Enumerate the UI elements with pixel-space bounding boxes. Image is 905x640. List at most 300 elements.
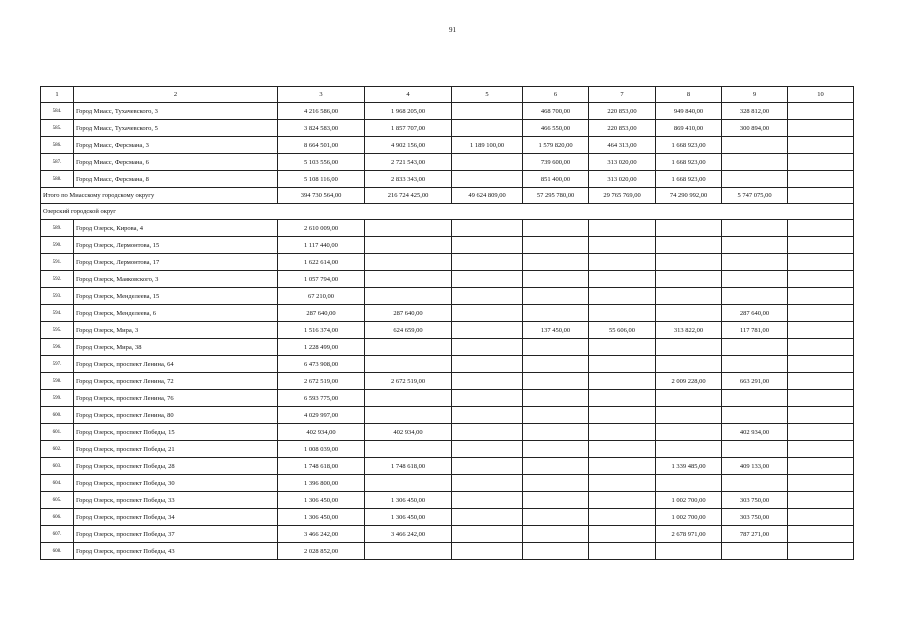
amount-cell bbox=[788, 220, 854, 237]
total-amount-cell: 5 747 075,00 bbox=[722, 188, 788, 204]
amount-cell bbox=[589, 254, 656, 271]
address-cell: Город Озерск, Мира, 38 bbox=[74, 339, 278, 356]
table-row bbox=[41, 103, 854, 120]
amount-cell bbox=[523, 356, 589, 373]
amount-cell: 328 812,00 bbox=[722, 103, 788, 120]
amount-cell: 624 659,00 bbox=[365, 322, 452, 339]
row-number-cell: 606. bbox=[41, 509, 74, 526]
total-amount-cell bbox=[788, 188, 854, 204]
amount-cell bbox=[656, 390, 722, 407]
amount-cell bbox=[589, 509, 656, 526]
amount-cell bbox=[656, 254, 722, 271]
amount-cell: 402 934,00 bbox=[278, 424, 365, 441]
amount-cell bbox=[589, 339, 656, 356]
amount-cell bbox=[656, 237, 722, 254]
amount-cell: 1 008 039,00 bbox=[278, 441, 365, 458]
amount-cell bbox=[722, 271, 788, 288]
row-number-cell: 600. bbox=[41, 407, 74, 424]
total-amount-cell: 216 724 425,00 bbox=[365, 188, 452, 204]
amount-cell: 137 450,00 bbox=[523, 322, 589, 339]
address-cell: Город Миасс, Ферсмана, 3 bbox=[74, 137, 278, 154]
amount-cell bbox=[365, 390, 452, 407]
amount-cell bbox=[452, 120, 523, 137]
amount-cell bbox=[523, 237, 589, 254]
row-number-cell: 591. bbox=[41, 254, 74, 271]
address-cell: Город Озерск, Менделеева, 6 bbox=[74, 305, 278, 322]
amount-cell: 851 400,00 bbox=[523, 171, 589, 188]
amount-cell bbox=[589, 526, 656, 543]
amount-cell bbox=[788, 305, 854, 322]
amount-cell bbox=[589, 305, 656, 322]
amount-cell bbox=[589, 356, 656, 373]
amount-cell bbox=[788, 154, 854, 171]
address-cell: Город Озерск, проспект Победы, 37 bbox=[74, 526, 278, 543]
amount-cell bbox=[452, 237, 523, 254]
amount-cell: 1 579 820,00 bbox=[523, 137, 589, 154]
row-number-cell: 586. bbox=[41, 137, 74, 154]
amount-cell bbox=[452, 407, 523, 424]
amount-cell bbox=[523, 339, 589, 356]
amount-cell bbox=[365, 441, 452, 458]
amount-cell bbox=[452, 543, 523, 560]
amount-cell bbox=[722, 171, 788, 188]
total-amount-cell: 394 730 564,00 bbox=[278, 188, 365, 204]
amount-cell bbox=[452, 339, 523, 356]
row-number-cell: 589. bbox=[41, 220, 74, 237]
row-number-cell: 592. bbox=[41, 271, 74, 288]
amount-cell: 300 894,00 bbox=[722, 120, 788, 137]
amount-cell bbox=[788, 526, 854, 543]
address-cell: Город Озерск, проспект Победы, 43 bbox=[74, 543, 278, 560]
address-cell: Город Озерск, проспект Победы, 30 bbox=[74, 475, 278, 492]
amount-cell bbox=[589, 492, 656, 509]
amount-cell bbox=[788, 237, 854, 254]
amount-cell bbox=[788, 356, 854, 373]
table-row bbox=[41, 373, 854, 390]
amount-cell bbox=[365, 271, 452, 288]
amount-cell: 313 020,00 bbox=[589, 171, 656, 188]
amount-cell: 468 700,00 bbox=[523, 103, 589, 120]
row-number-cell: 607. bbox=[41, 526, 74, 543]
amount-cell: 1 002 700,00 bbox=[656, 492, 722, 509]
amount-cell: 787 271,00 bbox=[722, 526, 788, 543]
amount-cell: 1 189 100,00 bbox=[452, 137, 523, 154]
address-cell: Город Миасс, Ферсмана, 6 bbox=[74, 154, 278, 171]
amount-cell bbox=[452, 441, 523, 458]
amount-cell bbox=[589, 271, 656, 288]
row-number-cell: 593. bbox=[41, 288, 74, 305]
amount-cell bbox=[656, 543, 722, 560]
column-number-cell: 10 bbox=[788, 87, 854, 103]
amount-cell bbox=[452, 254, 523, 271]
amount-cell: 303 750,00 bbox=[722, 492, 788, 509]
column-number-cell: 9 bbox=[722, 87, 788, 103]
amount-cell bbox=[788, 322, 854, 339]
amount-cell: 2 009 228,00 bbox=[656, 373, 722, 390]
table-row bbox=[41, 441, 854, 458]
address-cell: Город Озерск, Мира, 3 bbox=[74, 322, 278, 339]
total-amount-cell: 49 624 809,00 bbox=[452, 188, 523, 204]
amount-cell bbox=[722, 137, 788, 154]
amount-cell bbox=[788, 271, 854, 288]
amount-cell: 3 466 242,00 bbox=[278, 526, 365, 543]
amount-cell bbox=[722, 220, 788, 237]
table-row bbox=[41, 254, 854, 271]
amount-cell bbox=[523, 390, 589, 407]
address-cell: Город Миасс, Тухачевского, 3 bbox=[74, 103, 278, 120]
address-cell: Город Озерск, проспект Победы, 15 bbox=[74, 424, 278, 441]
amount-cell bbox=[589, 543, 656, 560]
amount-cell bbox=[365, 254, 452, 271]
amount-cell: 220 853,00 bbox=[589, 103, 656, 120]
table-row bbox=[41, 458, 854, 475]
amount-cell bbox=[452, 322, 523, 339]
amount-cell: 287 640,00 bbox=[722, 305, 788, 322]
page-number: 91 bbox=[449, 26, 456, 34]
table-row bbox=[41, 120, 854, 137]
table-row bbox=[41, 526, 854, 543]
amount-cell bbox=[788, 441, 854, 458]
table-row bbox=[41, 137, 854, 154]
amount-cell bbox=[523, 271, 589, 288]
table-row bbox=[41, 390, 854, 407]
amount-cell bbox=[788, 458, 854, 475]
amount-cell bbox=[788, 424, 854, 441]
amount-cell: 220 853,00 bbox=[589, 120, 656, 137]
amount-cell bbox=[788, 254, 854, 271]
amount-cell bbox=[523, 543, 589, 560]
amount-cell bbox=[788, 543, 854, 560]
row-number-cell: 603. bbox=[41, 458, 74, 475]
amount-cell: 117 781,00 bbox=[722, 322, 788, 339]
amount-cell: 6 593 775,00 bbox=[278, 390, 365, 407]
amount-cell bbox=[365, 475, 452, 492]
row-number-cell: 599. bbox=[41, 390, 74, 407]
table-row bbox=[41, 322, 854, 339]
amount-cell bbox=[788, 339, 854, 356]
amount-cell bbox=[523, 373, 589, 390]
amount-cell: 409 133,00 bbox=[722, 458, 788, 475]
amount-cell: 1 306 450,00 bbox=[365, 492, 452, 509]
amount-cell: 8 664 501,00 bbox=[278, 137, 365, 154]
address-cell: Город Озерск, проспект Ленина, 72 bbox=[74, 373, 278, 390]
amount-cell: 1 306 450,00 bbox=[278, 492, 365, 509]
amount-cell: 67 210,00 bbox=[278, 288, 365, 305]
register-table bbox=[40, 86, 854, 560]
amount-cell: 1 057 794,00 bbox=[278, 271, 365, 288]
amount-cell: 1 396 800,00 bbox=[278, 475, 365, 492]
row-number-cell: 596. bbox=[41, 339, 74, 356]
amount-cell bbox=[589, 458, 656, 475]
column-number-row bbox=[41, 87, 854, 103]
amount-cell bbox=[589, 220, 656, 237]
amount-cell bbox=[788, 390, 854, 407]
table-row bbox=[41, 356, 854, 373]
amount-cell bbox=[656, 356, 722, 373]
amount-cell bbox=[722, 154, 788, 171]
amount-cell bbox=[589, 424, 656, 441]
amount-cell: 466 550,00 bbox=[523, 120, 589, 137]
amount-cell bbox=[788, 120, 854, 137]
column-number-cell: 8 bbox=[656, 87, 722, 103]
amount-cell bbox=[722, 475, 788, 492]
amount-cell bbox=[788, 171, 854, 188]
amount-cell bbox=[365, 339, 452, 356]
amount-cell: 949 840,00 bbox=[656, 103, 722, 120]
amount-cell: 1 117 440,00 bbox=[278, 237, 365, 254]
amount-cell bbox=[722, 237, 788, 254]
amount-cell bbox=[452, 305, 523, 322]
amount-cell: 402 934,00 bbox=[722, 424, 788, 441]
row-number-cell: 605. bbox=[41, 492, 74, 509]
row-number-cell: 598. bbox=[41, 373, 74, 390]
address-cell: Город Озерск, проспект Победы, 34 bbox=[74, 509, 278, 526]
amount-cell bbox=[452, 390, 523, 407]
amount-cell bbox=[523, 492, 589, 509]
amount-cell bbox=[365, 543, 452, 560]
total-row bbox=[41, 188, 854, 204]
table-row bbox=[41, 288, 854, 305]
address-cell: Город Озерск, проспект Ленина, 76 bbox=[74, 390, 278, 407]
amount-cell bbox=[656, 424, 722, 441]
amount-cell: 1 668 923,00 bbox=[656, 171, 722, 188]
amount-cell bbox=[523, 288, 589, 305]
amount-cell: 2 833 343,00 bbox=[365, 171, 452, 188]
amount-cell bbox=[589, 407, 656, 424]
amount-cell bbox=[722, 407, 788, 424]
amount-cell bbox=[656, 288, 722, 305]
address-cell: Город Озерск, Лермонтова, 17 bbox=[74, 254, 278, 271]
amount-cell: 287 640,00 bbox=[278, 305, 365, 322]
amount-cell bbox=[788, 288, 854, 305]
amount-cell bbox=[788, 137, 854, 154]
amount-cell bbox=[788, 373, 854, 390]
amount-cell bbox=[452, 492, 523, 509]
row-number-cell: 602. bbox=[41, 441, 74, 458]
table-row bbox=[41, 339, 854, 356]
amount-cell: 1 306 450,00 bbox=[278, 509, 365, 526]
amount-cell: 313 822,00 bbox=[656, 322, 722, 339]
address-cell: Город Озерск, проспект Победы, 33 bbox=[74, 492, 278, 509]
amount-cell bbox=[656, 305, 722, 322]
amount-cell: 313 020,00 bbox=[589, 154, 656, 171]
address-cell: Город Озерск, проспект Ленина, 64 bbox=[74, 356, 278, 373]
amount-cell: 6 473 908,00 bbox=[278, 356, 365, 373]
amount-cell: 1 339 485,00 bbox=[656, 458, 722, 475]
amount-cell bbox=[523, 254, 589, 271]
amount-cell: 2 678 971,00 bbox=[656, 526, 722, 543]
row-number-cell: 590. bbox=[41, 237, 74, 254]
amount-cell bbox=[452, 171, 523, 188]
table-row bbox=[41, 154, 854, 171]
amount-cell bbox=[589, 373, 656, 390]
column-number-cell: 7 bbox=[589, 87, 656, 103]
amount-cell bbox=[656, 441, 722, 458]
amount-cell: 464 313,00 bbox=[589, 137, 656, 154]
amount-cell: 1 306 450,00 bbox=[365, 509, 452, 526]
amount-cell bbox=[523, 424, 589, 441]
amount-cell: 1 002 700,00 bbox=[656, 509, 722, 526]
amount-cell: 287 640,00 bbox=[365, 305, 452, 322]
amount-cell bbox=[365, 288, 452, 305]
column-number-cell: 3 bbox=[278, 87, 365, 103]
table-row bbox=[41, 237, 854, 254]
amount-cell: 663 291,00 bbox=[722, 373, 788, 390]
amount-cell bbox=[722, 441, 788, 458]
address-cell: Город Озерск, Лермонтова, 15 bbox=[74, 237, 278, 254]
address-cell: Город Озерск, Маяковского, 3 bbox=[74, 271, 278, 288]
amount-cell bbox=[452, 458, 523, 475]
amount-cell bbox=[589, 475, 656, 492]
amount-cell: 2 721 543,00 bbox=[365, 154, 452, 171]
amount-cell: 2 610 009,00 bbox=[278, 220, 365, 237]
amount-cell bbox=[523, 407, 589, 424]
amount-cell: 4 902 156,00 bbox=[365, 137, 452, 154]
column-number-cell: 6 bbox=[523, 87, 589, 103]
amount-cell bbox=[452, 424, 523, 441]
amount-cell: 3 824 583,00 bbox=[278, 120, 365, 137]
amount-cell bbox=[452, 220, 523, 237]
amount-cell bbox=[365, 237, 452, 254]
amount-cell: 1 516 374,00 bbox=[278, 322, 365, 339]
amount-cell bbox=[788, 509, 854, 526]
amount-cell: 1 857 707,00 bbox=[365, 120, 452, 137]
amount-cell: 303 750,00 bbox=[722, 509, 788, 526]
table-row bbox=[41, 271, 854, 288]
row-number-cell: 608. bbox=[41, 543, 74, 560]
amount-cell bbox=[788, 475, 854, 492]
amount-cell bbox=[788, 492, 854, 509]
table-row bbox=[41, 543, 854, 560]
total-amount-cell: 29 765 769,00 bbox=[589, 188, 656, 204]
amount-cell bbox=[722, 356, 788, 373]
amount-cell: 1 228 499,00 bbox=[278, 339, 365, 356]
column-number-cell: 4 bbox=[365, 87, 452, 103]
amount-cell bbox=[365, 407, 452, 424]
amount-cell: 5 103 556,00 bbox=[278, 154, 365, 171]
row-number-cell: 585. bbox=[41, 120, 74, 137]
total-amount-cell: 74 290 992,00 bbox=[656, 188, 722, 204]
amount-cell: 1 748 618,00 bbox=[365, 458, 452, 475]
column-number-cell: 5 bbox=[452, 87, 523, 103]
amount-cell bbox=[656, 475, 722, 492]
amount-cell: 1 622 614,00 bbox=[278, 254, 365, 271]
amount-cell bbox=[589, 441, 656, 458]
row-number-cell: 587. bbox=[41, 154, 74, 171]
amount-cell: 1 668 923,00 bbox=[656, 137, 722, 154]
amount-cell bbox=[788, 103, 854, 120]
amount-cell bbox=[722, 390, 788, 407]
amount-cell bbox=[523, 441, 589, 458]
amount-cell bbox=[452, 509, 523, 526]
amount-cell: 2 672 519,00 bbox=[278, 373, 365, 390]
amount-cell bbox=[589, 288, 656, 305]
amount-cell bbox=[452, 356, 523, 373]
address-cell: Город Миасс, Ферсмана, 8 bbox=[74, 171, 278, 188]
address-cell: Город Озерск, Менделеева, 15 bbox=[74, 288, 278, 305]
amount-cell bbox=[523, 526, 589, 543]
column-number-cell: 2 bbox=[74, 87, 278, 103]
amount-cell: 2 028 852,00 bbox=[278, 543, 365, 560]
amount-cell: 1 968 205,00 bbox=[365, 103, 452, 120]
amount-cell bbox=[656, 271, 722, 288]
amount-cell bbox=[452, 526, 523, 543]
table-row bbox=[41, 171, 854, 188]
total-label: Итого по Миасскому городскому округу bbox=[41, 188, 278, 204]
row-number-cell: 601. bbox=[41, 424, 74, 441]
section-row bbox=[41, 204, 854, 220]
amount-cell bbox=[589, 390, 656, 407]
row-number-cell: 588. bbox=[41, 171, 74, 188]
amount-cell: 402 934,00 bbox=[365, 424, 452, 441]
address-cell: Город Озерск, проспект Победы, 21 bbox=[74, 441, 278, 458]
amount-cell bbox=[523, 305, 589, 322]
amount-cell bbox=[452, 271, 523, 288]
amount-cell: 739 600,00 bbox=[523, 154, 589, 171]
table-body bbox=[41, 87, 854, 560]
row-number-cell: 584. bbox=[41, 103, 74, 120]
amount-cell bbox=[722, 254, 788, 271]
row-number-cell: 604. bbox=[41, 475, 74, 492]
total-amount-cell: 57 295 780,00 bbox=[523, 188, 589, 204]
amount-cell bbox=[365, 220, 452, 237]
amount-cell bbox=[722, 543, 788, 560]
amount-cell bbox=[452, 154, 523, 171]
amount-cell bbox=[365, 356, 452, 373]
amount-cell: 1 748 618,00 bbox=[278, 458, 365, 475]
table-row bbox=[41, 475, 854, 492]
amount-cell bbox=[722, 288, 788, 305]
amount-cell: 869 410,00 bbox=[656, 120, 722, 137]
amount-cell bbox=[523, 220, 589, 237]
address-cell: Город Озерск, проспект Ленина, 80 bbox=[74, 407, 278, 424]
section-title: Озерский городской округ bbox=[41, 204, 854, 220]
table-row bbox=[41, 492, 854, 509]
table-row bbox=[41, 424, 854, 441]
amount-cell bbox=[656, 220, 722, 237]
row-number-cell: 595. bbox=[41, 322, 74, 339]
address-cell: Город Озерск, Кирова, 4 bbox=[74, 220, 278, 237]
amount-cell bbox=[452, 103, 523, 120]
amount-cell bbox=[452, 373, 523, 390]
table-row bbox=[41, 305, 854, 322]
amount-cell bbox=[523, 458, 589, 475]
amount-cell: 4 216 586,00 bbox=[278, 103, 365, 120]
amount-cell: 2 672 519,00 bbox=[365, 373, 452, 390]
address-cell: Город Озерск, проспект Победы, 28 bbox=[74, 458, 278, 475]
amount-cell bbox=[656, 407, 722, 424]
amount-cell bbox=[523, 509, 589, 526]
amount-cell bbox=[656, 339, 722, 356]
amount-cell: 1 668 923,00 bbox=[656, 154, 722, 171]
amount-cell bbox=[788, 407, 854, 424]
row-number-cell: 597. bbox=[41, 356, 74, 373]
amount-cell: 4 029 997,00 bbox=[278, 407, 365, 424]
amount-cell bbox=[452, 475, 523, 492]
amount-cell: 3 466 242,00 bbox=[365, 526, 452, 543]
table-row bbox=[41, 407, 854, 424]
amount-cell bbox=[589, 237, 656, 254]
table-row bbox=[41, 220, 854, 237]
table-row bbox=[41, 509, 854, 526]
column-number-cell: 1 bbox=[41, 87, 74, 103]
row-number-cell: 594. bbox=[41, 305, 74, 322]
amount-cell bbox=[452, 288, 523, 305]
amount-cell: 5 108 116,00 bbox=[278, 171, 365, 188]
amount-cell bbox=[722, 339, 788, 356]
amount-cell bbox=[523, 475, 589, 492]
address-cell: Город Миасс, Тухачевского, 5 bbox=[74, 120, 278, 137]
